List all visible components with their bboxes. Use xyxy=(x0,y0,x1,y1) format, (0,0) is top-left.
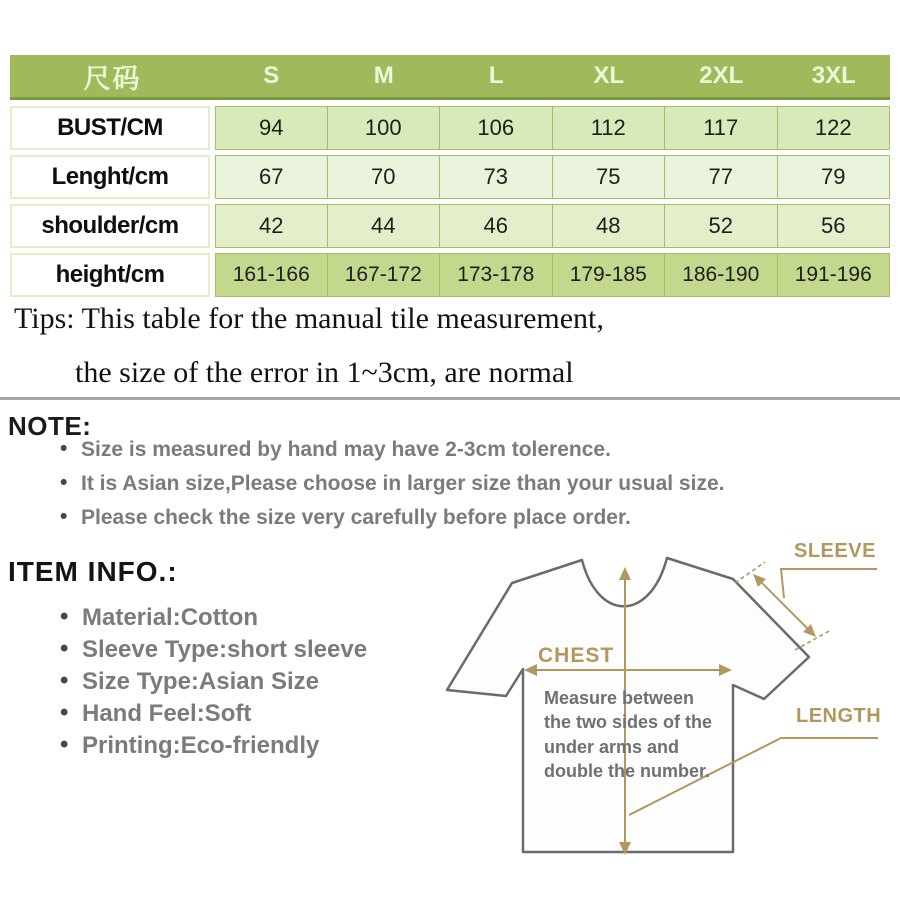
item-info-heading: ITEM INFO.: xyxy=(8,556,178,587)
sleeve-label: SLEEVE xyxy=(794,540,876,562)
size-cell: 117 xyxy=(665,106,778,150)
note-heading: NOTE: xyxy=(8,411,92,441)
size-cell: 75 xyxy=(553,155,666,199)
item-info-item: • Printing:Eco-friendly xyxy=(58,732,367,760)
item-info-item: • Hand Feel:Soft xyxy=(58,700,367,728)
header-cell-m: M xyxy=(373,62,394,89)
header-cell-2xl: 2XL xyxy=(699,62,744,89)
sleeve-callout-line xyxy=(781,569,877,598)
size-cell: 161-166 xyxy=(215,253,328,297)
table-row-length xyxy=(10,155,890,199)
note-item: • Size is measured by hand may have 2-3cm tolerence. xyxy=(58,438,724,462)
size-cell: 70 xyxy=(328,155,441,199)
size-table xyxy=(10,55,890,297)
size-cell: 100 xyxy=(328,106,441,150)
size-cell: 167-172 xyxy=(328,253,441,297)
row-label-length: Lenght/cm xyxy=(10,155,210,199)
note-item: • Please check the size very carefully before place order. xyxy=(58,506,724,530)
header-cell-xl: XL xyxy=(593,62,625,89)
size-cell: 106 xyxy=(440,106,553,150)
tips-line-1: Tips: This table for the manual tile measurement, xyxy=(14,302,604,335)
size-cell: 46 xyxy=(440,204,553,248)
size-cell: 186-190 xyxy=(665,253,778,297)
size-cell: 67 xyxy=(215,155,328,199)
size-cell: 112 xyxy=(553,106,666,150)
size-cell: 44 xyxy=(328,204,441,248)
table-row-shoulder xyxy=(10,204,890,248)
size-cell: 191-196 xyxy=(778,253,891,297)
chest-measure-instructions: Measure between the two sides of the under arms and double the number. xyxy=(544,688,713,781)
size-cell: 73 xyxy=(440,155,553,199)
size-cell: 122 xyxy=(778,106,891,150)
size-cell: 79 xyxy=(778,155,891,199)
item-info-list xyxy=(58,604,367,764)
section-divider xyxy=(0,397,900,400)
header-cell-s: S xyxy=(263,62,280,89)
header-cell-size: 尺码 xyxy=(83,63,142,94)
note-list xyxy=(58,438,724,540)
size-cell: 52 xyxy=(665,204,778,248)
note-item: • It is Asian size,Please choose in larger size than your usual size. xyxy=(58,472,724,496)
tshirt-measurement-diagram xyxy=(440,538,900,868)
size-cell: 48 xyxy=(553,204,666,248)
tips-line-2: the size of the error in 1~3cm, are normal xyxy=(75,356,574,389)
table-row-bust xyxy=(10,106,890,150)
chest-label: CHEST xyxy=(538,644,615,667)
table-row-height xyxy=(10,253,890,297)
size-cell: 179-185 xyxy=(553,253,666,297)
row-label-height: height/cm xyxy=(10,253,210,297)
header-cell-3xl: 3XL xyxy=(811,62,856,89)
size-table-header-row xyxy=(10,55,890,100)
size-cell: 94 xyxy=(215,106,328,150)
size-cell: 42 xyxy=(215,204,328,248)
size-cell: 77 xyxy=(665,155,778,199)
row-label-bust: BUST/CM xyxy=(10,106,210,150)
size-cell: 56 xyxy=(778,204,891,248)
item-info-item: • Material:Cotton xyxy=(58,604,367,632)
item-info-item: • Sleeve Type:short sleeve xyxy=(58,636,367,664)
size-cell: 173-178 xyxy=(440,253,553,297)
header-cell-l: L xyxy=(488,62,504,89)
length-label: LENGTH xyxy=(796,705,882,727)
item-info-item: • Size Type:Asian Size xyxy=(58,668,367,696)
row-label-shoulder: shoulder/cm xyxy=(10,204,210,248)
